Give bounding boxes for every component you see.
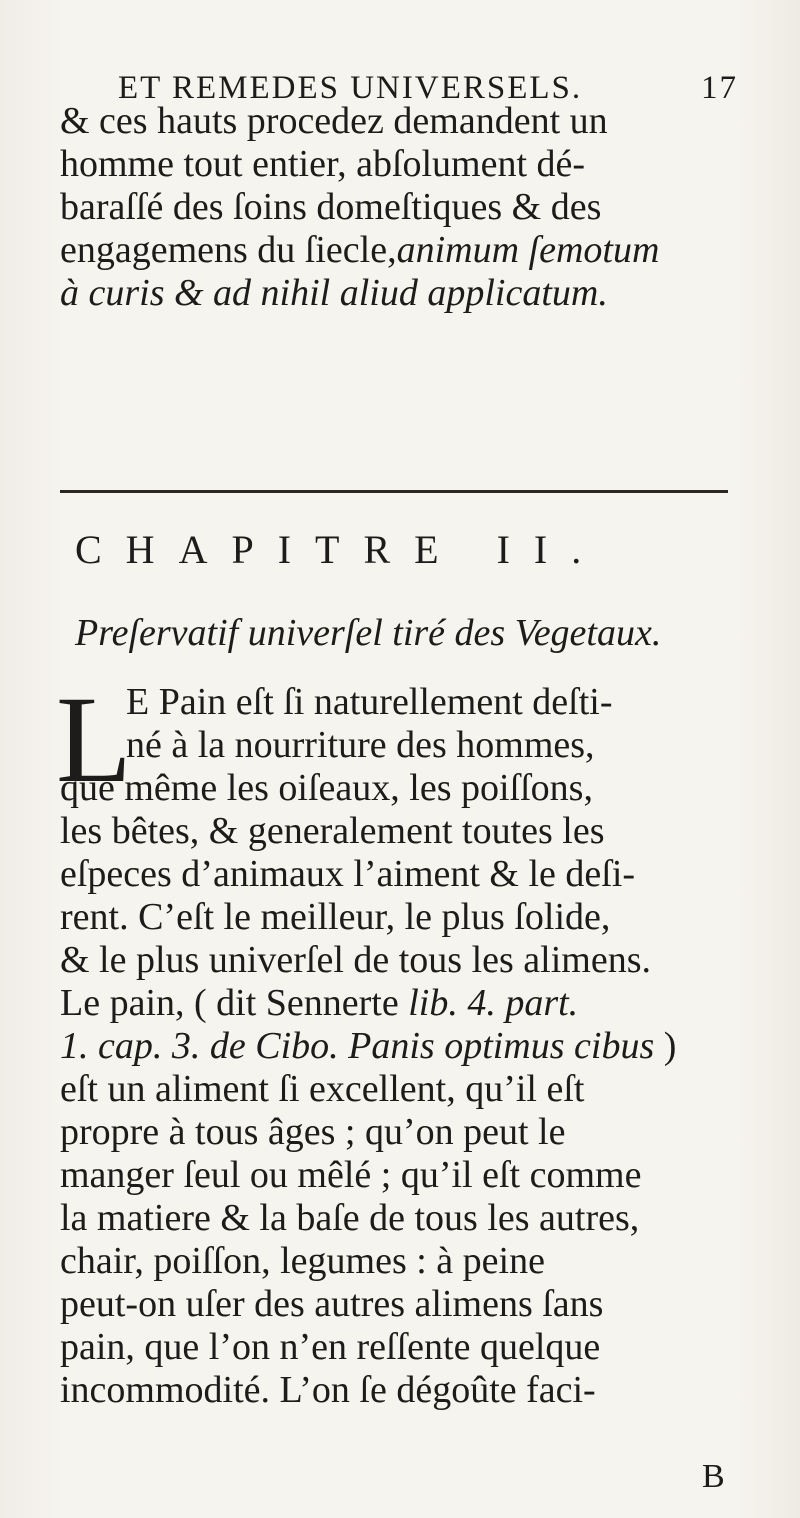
text-line: & ces hauts procedez demandent un <box>60 100 608 142</box>
page-number: 17 <box>701 70 738 106</box>
text-line: pain, que l’on n’en reſſente quelque <box>60 1326 601 1368</box>
drop-cap: L <box>56 671 132 808</box>
catchword: B <box>702 1458 725 1495</box>
text-line: & le plus univerſel de tous les alimens. <box>60 939 652 981</box>
text-line: chair, poiſſon, legumes : à peine <box>60 1240 545 1282</box>
text-line: que même les oiſeaux, les poiſſons, <box>60 767 593 809</box>
text-line <box>60 982 578 1025</box>
text-line: incommodité. L’on ſe dégoûte faci- <box>60 1369 596 1411</box>
text-roman: Le pain, ( dit Sennerte <box>60 982 399 1024</box>
text-line: propre à tous âges ; qu’on peut le <box>60 1111 566 1153</box>
text-line: les bêtes, & generalement toutes les <box>60 810 605 852</box>
text-roman: ) <box>663 1025 677 1067</box>
text-line: eſpeces d’animaux l’aiment & le deſi- <box>60 853 636 895</box>
text-italic: animum ſemotum <box>396 229 660 271</box>
text-roman: engagemens du ſiecle, <box>60 229 397 271</box>
text-line: rent. C’eſt le meilleur, le plus ſolide, <box>60 896 611 938</box>
text-line: né à la nourriture des hommes, <box>126 724 595 766</box>
text-line <box>60 1025 676 1068</box>
text-line: peut-on uſer des autres alimens ſans <box>60 1283 604 1325</box>
chapter-heading: CHAPITRE II. <box>75 527 606 572</box>
text-line: la matiere & la baſe de tous les autres, <box>60 1197 640 1239</box>
text-italic: à curis & ad nihil aliud applicatum. <box>60 272 608 314</box>
text-line: manger ſeul ou mêlé ; qu’il eſt comme <box>60 1154 642 1196</box>
text-line: homme tout entier, abſolument dé- <box>60 143 586 185</box>
text-line <box>60 272 608 315</box>
section-rule <box>60 490 728 493</box>
text-italic: lib. 4. part. <box>408 982 579 1024</box>
text-line: baraſſé des ſoins domeſtiques & des <box>60 186 602 228</box>
text-line: eſt un aliment ſi excellent, qu’il eſt <box>60 1068 585 1110</box>
running-title: ET REMEDES UNIVERSELS. <box>118 70 583 106</box>
chapter-subtitle: Preſervatif univerſel tiré des Vegetaux. <box>75 612 662 654</box>
text-line <box>60 229 659 272</box>
text-italic: 1. cap. 3. de Cibo. Panis optimus cibus <box>60 1025 655 1067</box>
text-line: E Pain eſt ſi naturellement deſti- <box>126 681 613 723</box>
